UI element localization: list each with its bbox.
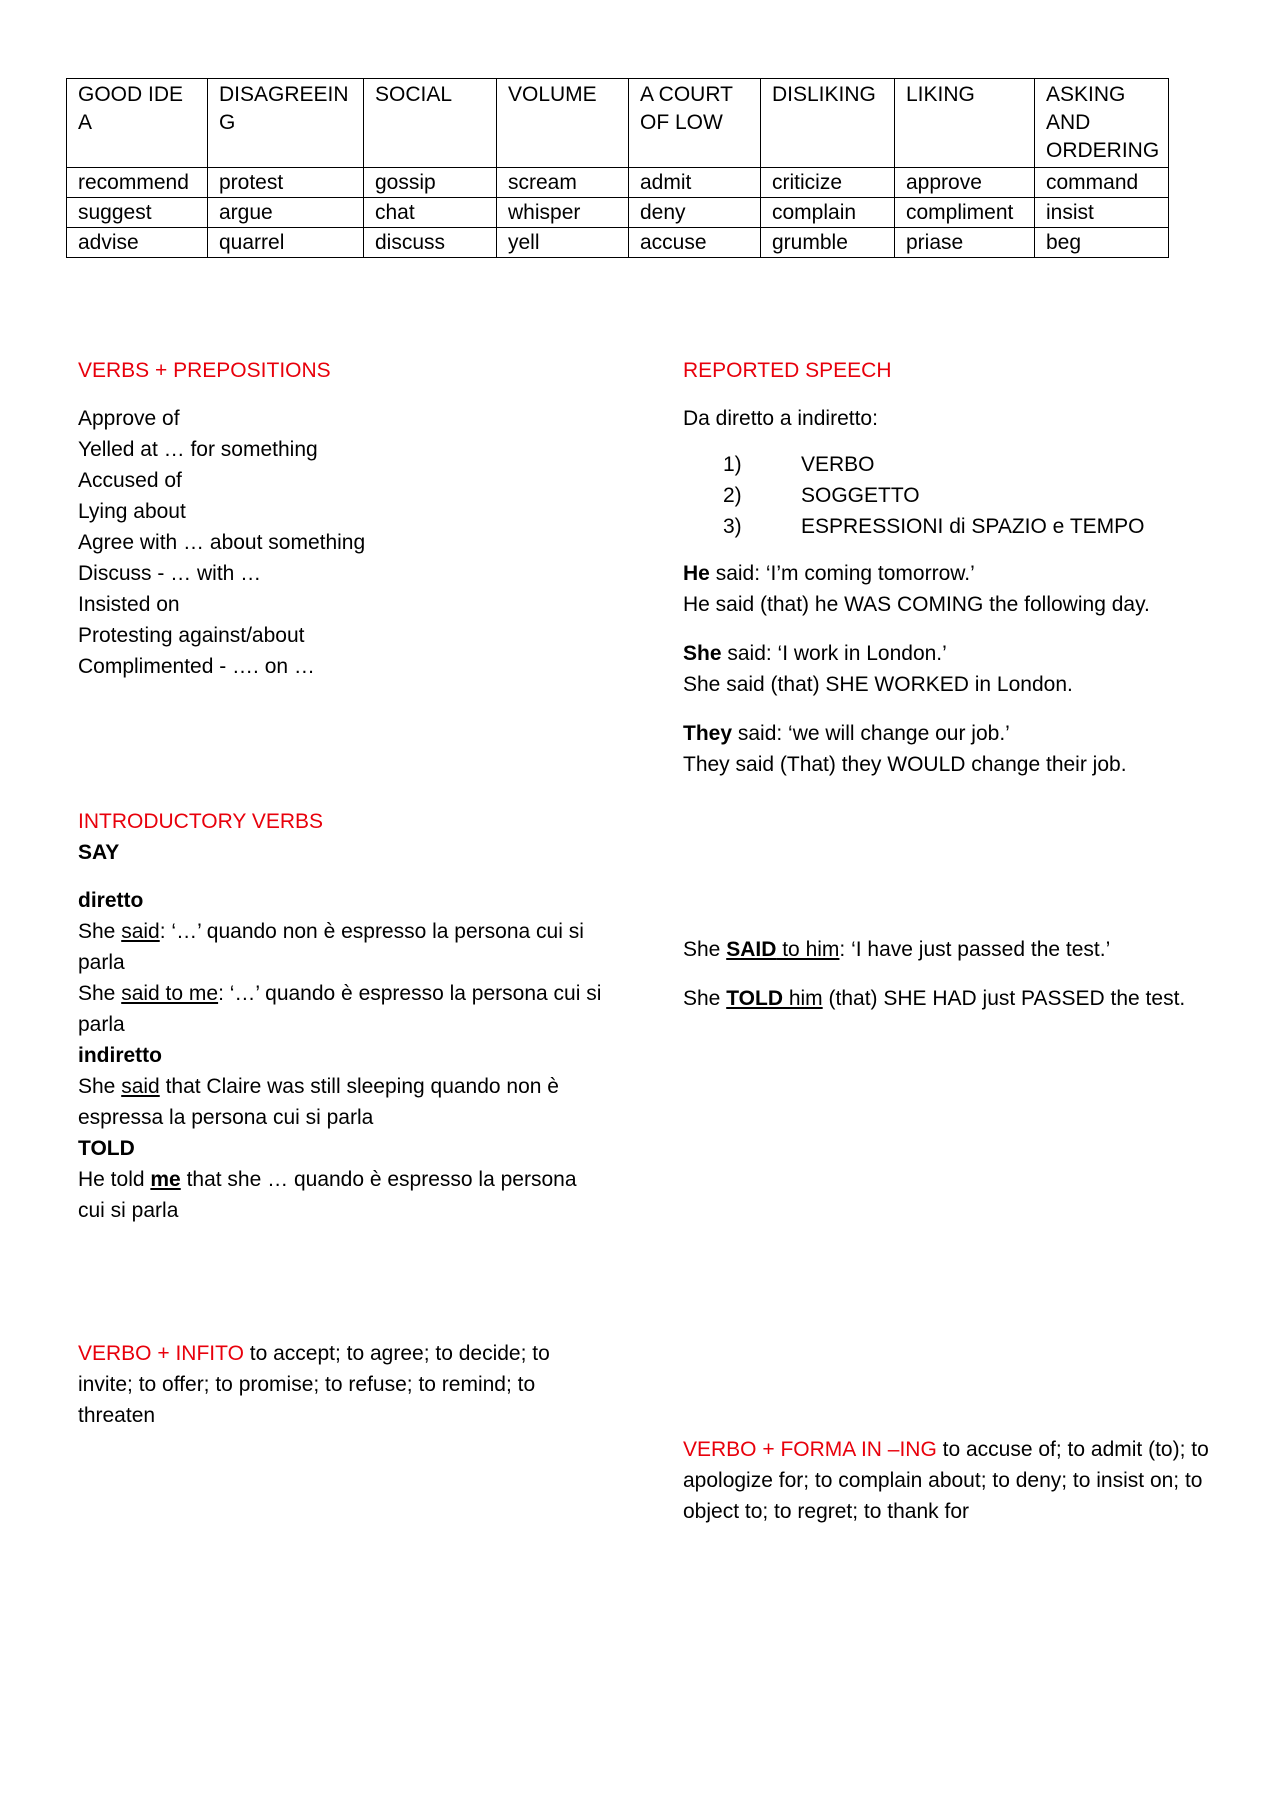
- section-heading: VERBO + FORMA IN –ING: [683, 1438, 937, 1461]
- example-line: He told me that she … quando è espresso la persona cui si parla: [78, 1168, 577, 1222]
- list-item: Yelled at … for something: [78, 438, 318, 461]
- table-header-cell: GOOD IDEA: [67, 79, 208, 168]
- table-header-cell: ASKING AND ORDERING: [1035, 79, 1169, 168]
- table-cell: grumble: [761, 228, 895, 258]
- told-label: TOLD: [78, 1137, 135, 1160]
- table-header-cell: LIKING: [895, 79, 1035, 168]
- table-cell: accuse: [629, 228, 761, 258]
- prepositions-section: [78, 355, 598, 682]
- example-line: She said: ‘…’ quando non è espresso la persona cui si parla: [78, 920, 584, 974]
- table-cell: priase: [895, 228, 1035, 258]
- list-item: Protesting against/about: [78, 624, 305, 647]
- section-heading: INTRODUCTORY VERBS: [78, 810, 324, 833]
- table-cell: discuss: [364, 228, 497, 258]
- list-item: Lying about: [78, 500, 186, 523]
- list-item: Accused of: [78, 469, 182, 492]
- table-cell: whisper: [497, 198, 629, 228]
- list-item: Agree with … about something: [78, 531, 366, 554]
- table-cell: chat: [364, 198, 497, 228]
- table-cell: advise: [67, 228, 208, 258]
- infinitive-paragraph: VERBO + INFITO to accept; to agree; to decide; to invite; to offer; to promise; to refuse; to remind; to threaten: [78, 1342, 550, 1427]
- example-indirect: They said (That) they WOULD change their job.: [683, 753, 1127, 776]
- table-cell: criticize: [761, 168, 895, 198]
- list-item: Approve of: [78, 407, 180, 430]
- table-header-cell: A COURT OF LOW: [629, 79, 761, 168]
- table-row: [67, 198, 1169, 228]
- said-example: She SAID to him: ‘I have just passed the test.’: [683, 938, 1111, 961]
- table-cell: complain: [761, 198, 895, 228]
- example-indirect: She said (that) SHE WORKED in London.: [683, 673, 1073, 696]
- section-heading: VERBO + INFITO: [78, 1342, 244, 1365]
- table-cell: insist: [1035, 198, 1169, 228]
- table-row: [67, 168, 1169, 198]
- list-item: Complimented - …. on …: [78, 655, 315, 678]
- table-cell: approve: [895, 168, 1035, 198]
- told-example: She TOLD him (that) SHE HAD just PASSED the test.: [683, 987, 1186, 1010]
- table-cell: scream: [497, 168, 629, 198]
- list-item: 1) VERBO: [723, 453, 875, 476]
- table-cell: suggest: [67, 198, 208, 228]
- steps-list: [683, 449, 1223, 542]
- indiretto-label: indiretto: [78, 1044, 162, 1067]
- ing-form-section: [683, 1434, 1223, 1527]
- table-header-cell: DISLIKING: [761, 79, 895, 168]
- vocabulary-table: [66, 78, 1169, 258]
- table-cell: deny: [629, 198, 761, 228]
- table-cell: admit: [629, 168, 761, 198]
- table-cell: yell: [497, 228, 629, 258]
- list-item: 2) SOGGETTO: [723, 484, 920, 507]
- example-line: She said to me: ‘…’ quando è espresso la persona cui si parla: [78, 982, 602, 1036]
- table-cell: gossip: [364, 168, 497, 198]
- table-cell: command: [1035, 168, 1169, 198]
- example-indirect: He said (that) he WAS COMING the following day.: [683, 593, 1150, 616]
- table-cell: compliment: [895, 198, 1035, 228]
- said-told-examples: [683, 934, 1243, 1014]
- example-line: She said that Claire was still sleeping quando non è espressa la persona cui si parla: [78, 1075, 559, 1129]
- example-direct: They said: ‘we will change our job.’: [683, 722, 1010, 745]
- table-header-row: [67, 79, 1169, 168]
- list-item: 3) ESPRESSIONI di SPAZIO e TEMPO: [723, 515, 1145, 538]
- section-heading: VERBS + PREPOSITIONS: [78, 359, 331, 382]
- table-header-cell: SOCIAL: [364, 79, 497, 168]
- table-cell: recommend: [67, 168, 208, 198]
- table-row: [67, 228, 1169, 258]
- list-item: Insisted on: [78, 593, 180, 616]
- table-cell: protest: [208, 168, 364, 198]
- ing-paragraph: VERBO + FORMA IN –ING to accuse of; to admit (to); to apologize for; to complain about; to deny; to insist on; to object to; to regret; to thank for: [683, 1438, 1209, 1523]
- infinitive-section: [78, 1338, 603, 1431]
- say-label: SAY: [78, 841, 120, 864]
- section-heading: REPORTED SPEECH: [683, 359, 892, 382]
- diretto-label: diretto: [78, 889, 144, 912]
- table-header-cell: VOLUME: [497, 79, 629, 168]
- intro-text: Da diretto a indiretto:: [683, 407, 878, 430]
- table-cell: quarrel: [208, 228, 364, 258]
- list-item: Discuss - … with …: [78, 562, 262, 585]
- table-cell: beg: [1035, 228, 1169, 258]
- reported-speech-section: [683, 355, 1223, 780]
- example-direct: She said: ‘I work in London.’: [683, 642, 947, 665]
- table-header-cell: DISAGREEING: [208, 79, 364, 168]
- example-direct: He said: ‘I’m coming tomorrow.’: [683, 562, 975, 585]
- introductory-verbs-section: [78, 806, 603, 1226]
- table-cell: argue: [208, 198, 364, 228]
